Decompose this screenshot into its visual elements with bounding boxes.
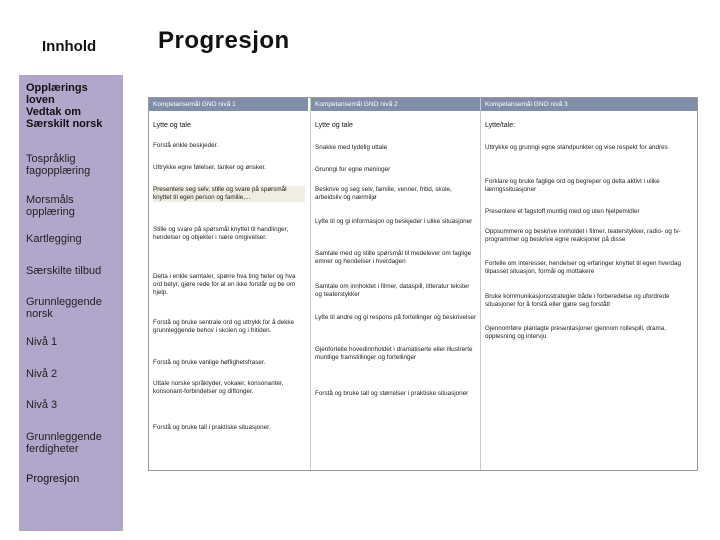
nav-item-label: Tospråklig xyxy=(26,153,76,165)
nav-item-label: Nivå 2 xyxy=(26,368,58,380)
nav-item-label: Vedtak om xyxy=(26,106,82,118)
table-cell: Bruke kommunikasjonsstrategier både i forberedelse og ufordrede situasjoner for å forstå eller gjøre seg forstått xyxy=(485,293,670,308)
table-cell: Presentere et fagstoff muntlig med og uten hjelpemidler xyxy=(485,208,640,215)
nav-item-label: Særskilte tilbud xyxy=(26,265,102,277)
nav-item-niva-2[interactable] xyxy=(26,368,57,380)
nav-item-grunnleggende-norsk[interactable] xyxy=(26,296,102,320)
nav-item-saerskilte-tilbud[interactable] xyxy=(26,265,101,277)
table-cell: Lytte til andre og gi respons på fortellinger og beskrivelser xyxy=(315,314,477,321)
nav-item-opplaeringsloven[interactable] xyxy=(26,82,102,130)
nav-item-label: Grunnleggende xyxy=(26,431,102,443)
nav-item-label: opplæring xyxy=(26,206,75,218)
table-cell: Delta i enkle samtaler, spørre hva ting heter og hva ord betyr, gjøre rede for at en ikke forstår og be om hjelp. xyxy=(153,273,296,296)
nav-item-label: Opplærings xyxy=(26,82,88,94)
nav-item-label: Morsmåls xyxy=(26,194,74,206)
table-column-niva-1 xyxy=(149,98,308,470)
table-cell: Samtale om innholdet i filmer, dataspill, litteratur tekster og teaterstykker xyxy=(315,283,470,298)
nav-item-morsmal[interactable] xyxy=(26,194,75,218)
table-cell: Oppsummere og beskrive innholdet i filmer, teaterstykker, radio- og tv-programmer og beskrive egne reaksjoner på disse xyxy=(485,228,681,243)
progression-table xyxy=(148,97,698,471)
table-cell: Snakke med tydelig uttale xyxy=(315,144,388,151)
table-cell: Uttale norske språklyder, vokaler, konsonanter, konsonant-forbindelser og diftonger. xyxy=(153,380,284,395)
nav-item-label: norsk xyxy=(26,308,53,320)
table-cell: Forklare og bruke faglige ord og begreper og delta aktivt i ulike læringssituasjoner xyxy=(485,178,660,193)
table-cell: Lytte og tale xyxy=(153,122,191,129)
nav-item-label: Særskilt norsk xyxy=(26,118,103,130)
table-cell: Forstå enkle beskjeder. xyxy=(153,142,219,149)
table-cell: Lytte/tale: xyxy=(485,122,516,129)
sidebar-title: Innhold xyxy=(42,38,97,55)
table-cell: Lytte til og gi informasjon og beskjeder i ulike situasjoner xyxy=(315,218,473,225)
column-header: Kompetansemål GNO nivå 2 xyxy=(311,98,480,111)
table-cell: Fortelle om interesser, hendelser og erfaringer knyttet til egen hverdag tilpasset situasjon, formål og mottakere xyxy=(485,260,682,275)
table-cell: Forstå og bruke tall i praktiske situasjoner. xyxy=(153,424,271,431)
table-cell: Beskrive og seg selv, familie, venner, fritid, skole, arbeidsliv og nærmiljø xyxy=(315,186,452,201)
nav-item-niva-3[interactable] xyxy=(26,399,57,411)
nav-item-label: Progresjon xyxy=(26,473,80,485)
table-cell: Gjennomføre planlagte presentasjoner gjennom rollespill, drama, opplesning og intervju xyxy=(485,325,666,340)
nav-item-progresjon[interactable] xyxy=(26,473,79,485)
table-cell: Forstå og bruke sentrale ord og uttrykk for å dekke grunnleggende behov i skolen og i fritiden. xyxy=(153,319,295,334)
nav-item-label: Nivå 3 xyxy=(26,399,58,411)
nav-item-niva-1[interactable] xyxy=(26,336,57,348)
nav-item-tospraklig[interactable] xyxy=(26,153,90,177)
table-cell: Forstå og bruke vanlige høflighetsfraser. xyxy=(153,359,266,366)
nav-item-kartlegging[interactable] xyxy=(26,233,82,245)
page-title: Progresjon xyxy=(158,27,290,54)
table-column-niva-2 xyxy=(310,98,480,470)
sidebar xyxy=(19,75,123,531)
table-cell: Lytte og tale xyxy=(315,122,353,129)
table-column-niva-3 xyxy=(480,98,698,470)
table-cell: Uttrykke egne følelser, tanker og ønsker. xyxy=(153,164,267,171)
nav-item-label: loven xyxy=(26,94,55,106)
nav-item-label: Grunnleggende xyxy=(26,296,102,308)
table-cell: Grunngi for egne meninger xyxy=(315,166,391,173)
table-cell: Stille og svare på spørsmål knyttet til handlinger, hendelser og objekter i nære omgivelser. xyxy=(153,226,289,241)
nav-item-grunnleggende-ferdigheter[interactable] xyxy=(26,431,102,455)
table-cell: Gjenfortelle hovedinnholdet i dramatiserte eller illustrerte muntlige framstillinger og fortellinger xyxy=(315,346,473,361)
column-header: Kompetansemål GNO nivå 3 xyxy=(481,98,698,111)
nav-item-label: Kartlegging xyxy=(26,233,82,245)
table-cell: Forstå og bruke tall og størrelser i praktiske situasjoner xyxy=(315,390,469,397)
table-cell: Samtale med og stille spørsmål til medelever om faglige emner og hendelser i hverdagen xyxy=(315,250,472,265)
nav-item-label: fagopplæring xyxy=(26,165,91,177)
nav-item-label: ferdigheter xyxy=(26,443,79,455)
nav-item-label: Nivå 1 xyxy=(26,336,58,348)
column-header: Kompetansemål GNO nivå 1 xyxy=(149,98,308,111)
table-cell: Presentere seg selv, stille og svare på spørsmål knyttet til egen person og familie,... xyxy=(153,186,305,202)
table-cell: Uttrykke og grunngi egne standpunkter og vise respekt for andres xyxy=(485,144,668,151)
